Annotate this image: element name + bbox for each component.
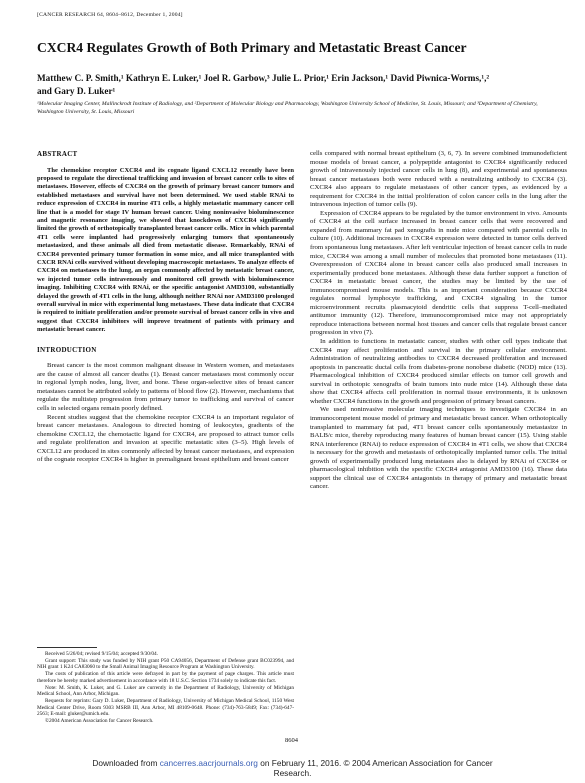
journal-link[interactable]: cancerres.aacrjournals.org [159, 758, 258, 768]
right-column [310, 150, 567, 492]
download-suffix: on February 11, 2016. © 2004 American Association for Cancer [257, 758, 493, 768]
author-list [37, 72, 552, 98]
footnotes [37, 647, 294, 725]
footnote-note: Note: M. Smith, K. Luker, and G. Luker are currently in the Department of Radiology, University of Michigan Medical School, Ann Arbor, Michigan. [37, 684, 294, 698]
affiliations: ¹Molecular Imaging Center, Mallinckrodt Institute of Radiology, and ²Department of Molecular Biology and Pharmacology, Washington University School of Medicine, St. Louis, Missouri; and ³Department of Chemistry, Washington University, St. Louis, Missouri [37, 101, 538, 115]
footnote-received: Received 5/26/04; revised 9/15/04; accepted 9/30/04. [45, 651, 158, 657]
body-paragraph: Expression of CXCR4 appears to be regulated by the tumor environment in vivo. Amounts of CXCR4 at the cell surface increased in breast cancer cells that were recovered and expanded from mammary fat pad xenografts in nude mice compared with parental cells in culture (10). Additional increases in CXCR4 expression were detected in tumor cells derived from spontaneous lung metastases. After left ventricular injection of breast cancer cells in nude mice, CXCR4 was among a small number of molecules that promoted bone metastases (11). Overexpression of CXCR4 alone in breast cancer cells also produced small increases in experimentally produced bone metastases. Although these data further support a function of CXCR4 in metastatic breast cancer, the studies may be limited by the use of immunocompromised mouse models. This is an important consideration because CXCR4 regulates normal lymphocyte trafficking, and CXCR4 signaling in the tumor microenvironment recruits plasmacytoid dendritic cells that suppress T-cell–mediated antitumor immunity (12). Therefore, immunocompromised mice may not appropriately reproduce interactions between normal host tissues and cancer cells that regulate breast cancer progression in vivo (7). [310, 209, 567, 337]
body-paragraph: In addition to functions in metastatic cancer, studies with other cell types indicate that CXCR4 may affect proliferation and survival in the primary cellular environment. Administration of neutralizing antibodies to CXCR4 decreased proliferation and increased apoptosis in pancreatic ductal cells from diabetes-prone nonobese diabetic (NOD) mice (13). Pharmacological inhibition of CXCR4 produced similar effects on tumor cell growth and survival in orthotopic xenografts of brain tumors into nude mice (14). Although these data show that CXCR4 affects cell proliferation in normal tissue environments, it is unknown whether CXCR4 functions in the growth and progression of primary breast cancers. [310, 338, 567, 405]
intro-paragraph: Recent studies suggest that the chemokine receptor CXCR4 is an important regulator of breast cancer metastases. Analogous to directed homing of leukocytes, gradients of the chemokine CXCL12, the chemotactic ligand for CXCR4, are proposed to attract tumor cells and regulate proliferation and invasion at specific metastatic sites (3–5). High levels of CXCL12 are produced in sites commonly affected by breast cancer metastases, and expression of the cognate receptor CXCR4 is higher in premalignant breast epithelium and breast cancer [37, 413, 294, 464]
abstract-text: The chemokine receptor CXCR4 and its cognate ligand CXCL12 recently have been proposed to regulate the directional trafficking and invasion of breast cancer cells to sites of metastases. However, effects of CXCR4 on the growth of primary breast cancer tumors and established metastases and survival have not been determined. We used stable RNAi to reduce expression of CXCR4 in murine 4T1 cells, a highly metastatic mammary cancer cell line that is a model for stage IV human breast cancer. Using noninvasive bioluminescence and magnetic resonance imaging, we showed that knockdown of CXCR4 significantly limited the growth of orthotopically transplanted breast cancer cells. Mice in which parental 4T1 cells were implanted had progressively enlarging tumors that spontaneously metastasized, and these animals all died from metastatic disease. Remarkably, RNAi of CXCR4 prevented primary tumor formation in some mice, and all mice transplanted with CXCR RNAi cells survived without developing macroscopic metastases. To analyze effects of CXCR4 on metastases to the lung, an organ commonly affected by metastatic breast cancer, we injected tumor cells intravenously and monitored cell growth with bioluminescence imaging. Inhibiting CXCR4 with RNAi, or the specific antagonist AMD3100, substantially delayed the growth of 4T1 cells in the lung, although neither RNAi nor AMD3100 prolonged overall survival in mice with experimental lung metastases. These data indicate that CXCR4 is required to initiate proliferation and/or promote survival of breast cancer cells in vivo and suggest that CXCR4 inhibitors will improve treatment of patients with primary and metastatic breast cancer. [37, 166, 294, 334]
footnote-grant: Grant support: This study was funded by NIH grant P50 CA94056, Department of Defense grant BC023994, and NIH grant 1 K24 CA83060 to the Small Animal Imaging Resource Program at Washington University. [37, 657, 294, 671]
abstract-heading: ABSTRACT [37, 150, 78, 158]
footnote-copyright: ©2004 American Association for Cancer Research. [45, 718, 154, 725]
body-paragraph: We used noninvasive molecular imaging techniques to investigate CXCR4 in an immunocompetent mouse model of primary and metastatic breast cancer. When orthotopically transplanted to mammary fat pad, 4T1 breast cancer cells spontaneously metastasize in BALB/c mice, thereby reproducing many features of human breast cancer (15). Using stable RNA interference (RNAi) to reduce expression of CXCR4 in 4T1 cells, we show that CXCR4 is necessary for the growth and metastasis of orthotopically implanted tumor cells. The initial growth of experimentally produced lung metastases also is delayed by RNAi of CXCR4 or pharmacological inhibition with the specific CXCR4 antagonist AMD3100 (16). These data support the clinical use of CXCR4 antagonists in therapy of primary and metastatic breast cancer. [310, 406, 567, 491]
footnote-costs: The costs of publication of this article were defrayed in part by the payment of page charges. This article must therefore be hereby marked advertisement in accordance with 18 U.S.C. Section 1734 solely to indicate this fact. [37, 671, 294, 684]
authors-line-2: and Gary D. Luker¹ [37, 86, 116, 96]
article-title: CXCR4 Regulates Growth of Both Primary and Metastatic Breast Cancer [37, 40, 467, 55]
footnote-reprints: Requests for reprints: Gary D. Luker, Department of Radiology, University of Michigan Medical School, 1150 West Medical Center Drive, Room 9303 MSRB III, Ann Arbor, MI 48109-0648. Phone: (734)-763-5849; Fax: (734)-647-2563; E-mail: gluker@umich.edu. [37, 697, 294, 718]
download-prefix: Downloaded from [92, 758, 160, 768]
running-head: [CANCER RESEARCH 64, 8604–8612, December 1, 2004] [37, 12, 183, 18]
introduction-heading: INTRODUCTION [37, 345, 97, 354]
download-line-2: Research. [273, 768, 312, 778]
left-column [37, 150, 294, 465]
body-paragraph: cells compared with normal breast epithelium (3, 6, 7). In severe combined immunodeficient mouse models of breast cancer, a polypeptide antagonist to CXCR4 significantly reduced growth of intravenously injected cancer cells in lung (8), and experimental and spontaneous breast cancer metastases both were reduced with a neutralizing antibody to CXCR4 (3). CXCR4 also appears to regulate metastases of other cancer types, as evidenced by a requirement for CXCR4 in the initial proliferation of colon cancer cells in the lung after the intravenous injection of tumor cells (9). [310, 150, 567, 209]
footnote-divider [37, 647, 97, 648]
download-banner [0, 758, 585, 778]
download-line-1 [0, 758, 585, 768]
authors-line-1: Matthew C. P. Smith,¹ Kathryn E. Luker,¹ Joel R. Garbow,³ Julie L. Prior,¹ Erin Jackson,¹ David Piwnica-Worms,¹,² [37, 73, 490, 83]
intro-paragraph: Breast cancer is the most common malignant disease in Western women, and metastases are the cause of almost all cancer deaths (1). Breast cancer metastases most commonly occur in regional lymph nodes, lung, liver, and bone. These organ-selective sites of breast cancer metastases cannot be attributed solely to patterns of blood flow (2). However, mechanisms that regulate the multistep progression from primary tumor to trafficking and survival of cancer cells in selected organs remain poorly defined. [37, 362, 294, 412]
page-number: 8604 [285, 737, 298, 744]
